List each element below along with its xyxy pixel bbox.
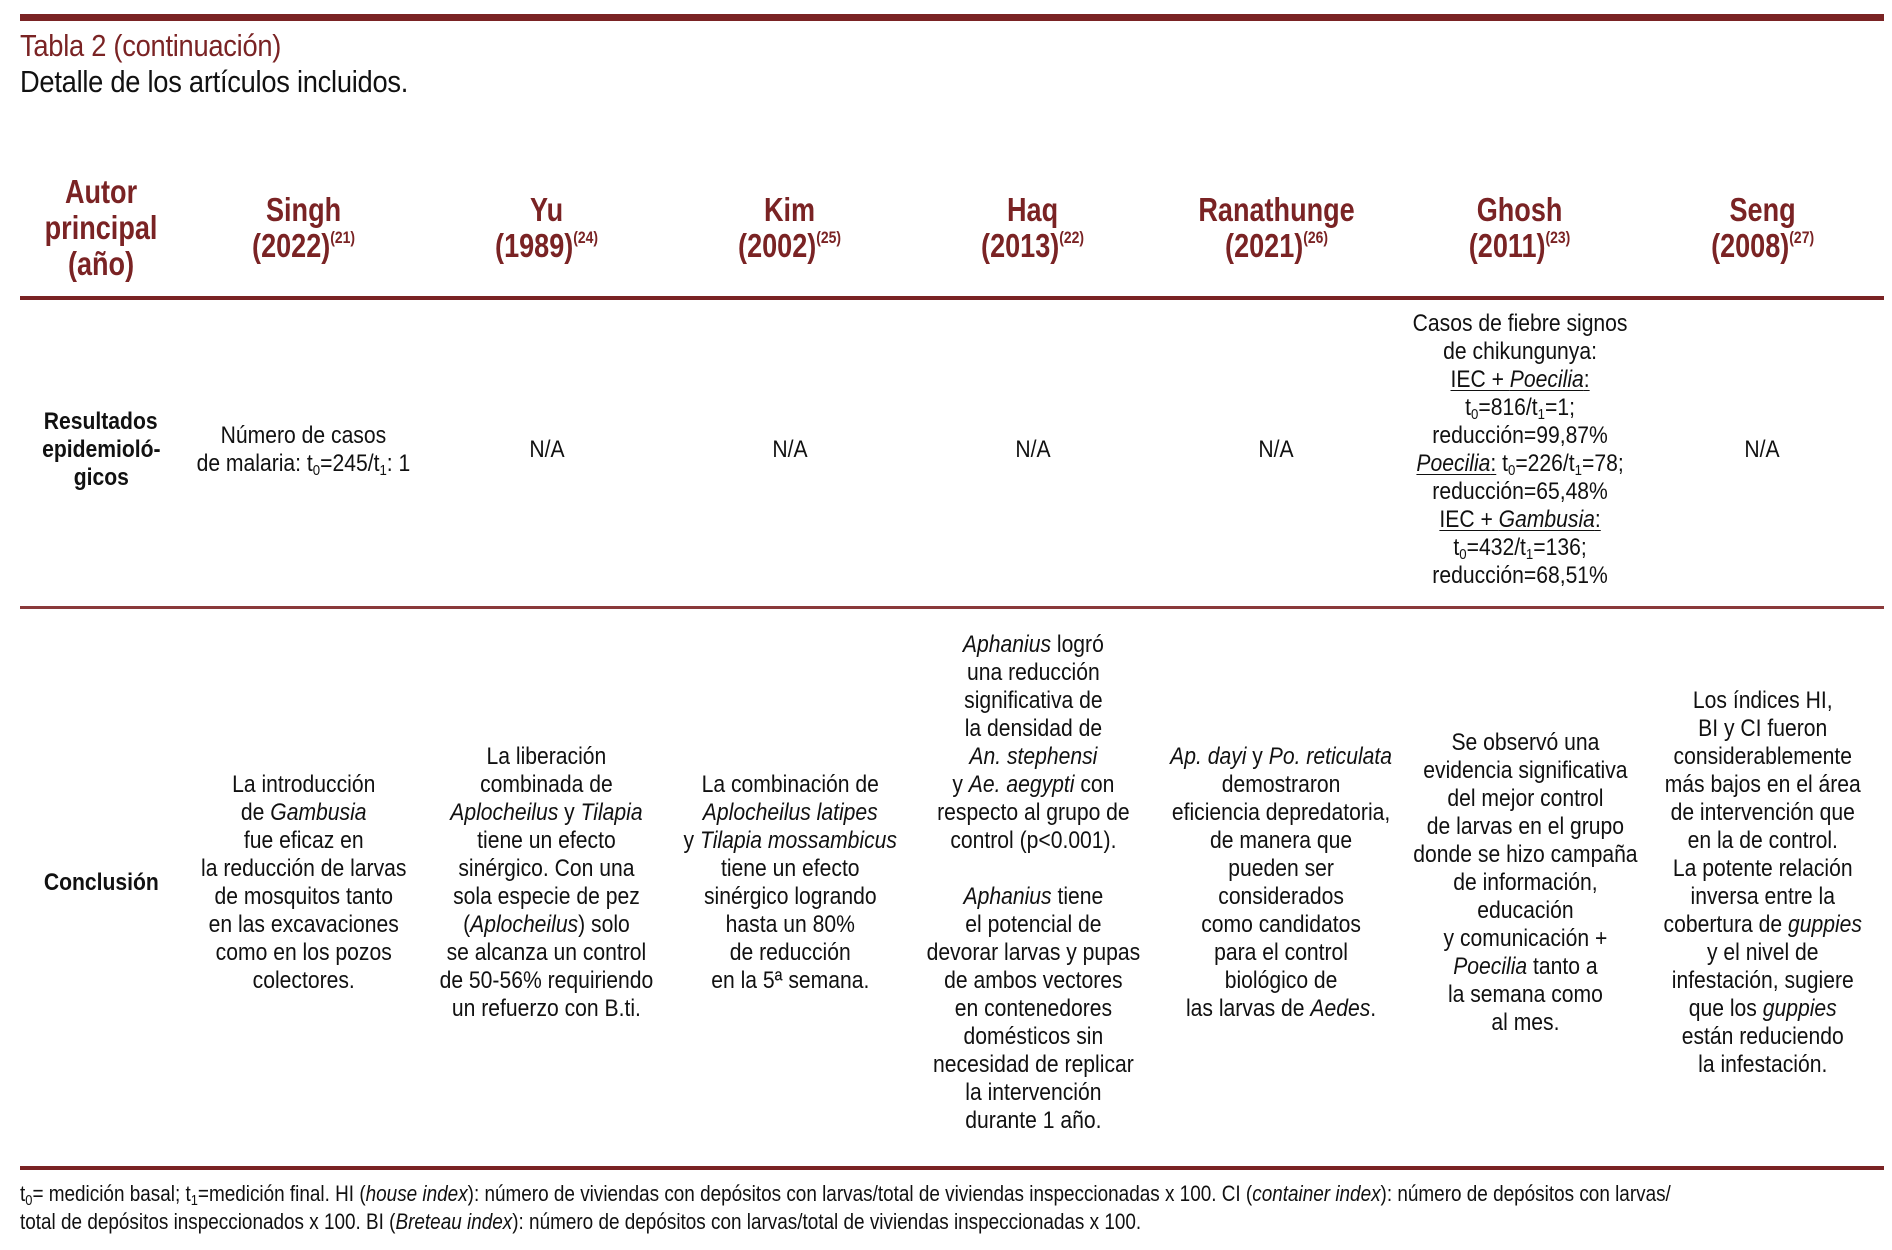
text-fragment: tiene bbox=[1051, 883, 1103, 910]
text-fragment: infestación, sugiere bbox=[1671, 967, 1854, 994]
text-fragment: con bbox=[1074, 771, 1115, 798]
conclusion-cell-kim bbox=[668, 604, 911, 1162]
header-label-line: principal bbox=[44, 209, 158, 246]
cell-line bbox=[1663, 1051, 1861, 1079]
italic-term: container index bbox=[1252, 1181, 1381, 1206]
author-name: Singh bbox=[266, 191, 342, 228]
cell-line bbox=[1663, 827, 1861, 855]
cell-line bbox=[683, 855, 896, 883]
species-name: Poecilia bbox=[1452, 953, 1527, 980]
column-header-yu bbox=[425, 160, 668, 296]
text-fragment: se alcanza un control bbox=[446, 939, 647, 966]
text-fragment: en la de control. bbox=[1687, 827, 1838, 854]
reference-number: (26) bbox=[1302, 228, 1328, 247]
epi-cell-yu bbox=[425, 296, 668, 604]
subscript: 1 bbox=[190, 1192, 198, 1209]
cell-line bbox=[1170, 995, 1392, 1023]
text-fragment: La combinación de bbox=[701, 771, 879, 798]
cell-line bbox=[1663, 687, 1861, 715]
t1-value: 136 bbox=[1545, 534, 1581, 561]
species-name: Aplocheilus bbox=[450, 799, 559, 826]
cell-line bbox=[1413, 869, 1637, 897]
column-header-haq bbox=[911, 160, 1154, 296]
reduction-value: reducción=65,48% bbox=[1432, 478, 1608, 505]
text-fragment: inversa entre la bbox=[1690, 883, 1835, 910]
text-fragment: logró bbox=[1050, 631, 1104, 658]
text-fragment: cobertura de bbox=[1663, 911, 1788, 938]
row-label-line: epidemioló- bbox=[41, 436, 161, 463]
author-year: (2021) bbox=[1224, 227, 1303, 264]
cell-line: Casos de fiebre signos bbox=[1412, 310, 1628, 337]
cell-line: $t_0=816/t_1=1$; bbox=[1464, 394, 1575, 423]
text-fragment: educación bbox=[1476, 897, 1574, 924]
text-fragment: la densidad de bbox=[964, 715, 1102, 742]
cell-line bbox=[926, 967, 1140, 995]
t1-value: 1 bbox=[1557, 394, 1569, 421]
cell-text bbox=[1413, 729, 1637, 1037]
text-fragment: tiene un efecto bbox=[477, 827, 617, 854]
epi-cell-ranathunge bbox=[1155, 296, 1398, 604]
cell-paragraph bbox=[926, 631, 1140, 855]
author-year: (1989) bbox=[495, 227, 574, 264]
cell-line bbox=[926, 1051, 1140, 1079]
conclusion-cell-yu bbox=[425, 604, 668, 1162]
cell-line bbox=[683, 883, 896, 911]
cell-line bbox=[1663, 771, 1861, 799]
na-value: N/A bbox=[1744, 436, 1781, 463]
cell-line bbox=[1663, 995, 1861, 1023]
species-name: Poecilia bbox=[1509, 366, 1584, 393]
text-fragment: ) solo bbox=[578, 911, 631, 938]
text-fragment: eficiencia depredatoria, bbox=[1171, 799, 1390, 826]
text-fragment: biológico de bbox=[1224, 967, 1338, 994]
text-fragment: y bbox=[951, 771, 969, 798]
text-fragment: de manera que bbox=[1209, 827, 1352, 854]
text-fragment: de mosquitos tanto bbox=[214, 883, 393, 910]
row-label-conclusion bbox=[20, 604, 182, 1162]
author-name: Seng bbox=[1729, 191, 1796, 228]
cell-line bbox=[440, 827, 654, 855]
footnote-line bbox=[20, 1180, 1671, 1209]
cell-line: Poecilia: $t_0=226/t_1=78$; bbox=[1416, 450, 1624, 479]
text-fragment: Se observó una bbox=[1451, 729, 1600, 756]
footnote-line bbox=[20, 1208, 1654, 1236]
text-fragment: la intervención bbox=[964, 1079, 1102, 1106]
text-fragment: hasta un 80% bbox=[725, 911, 855, 938]
species-name: Po. reticulata bbox=[1268, 743, 1392, 770]
cell-line bbox=[440, 911, 654, 939]
cell-line bbox=[440, 883, 654, 911]
cell-line bbox=[683, 799, 896, 827]
header-row bbox=[20, 160, 1884, 296]
cell-line bbox=[1413, 841, 1637, 869]
species-name: Aphanius bbox=[962, 631, 1051, 658]
cell-line bbox=[440, 995, 654, 1023]
text-fragment: para el control bbox=[1213, 939, 1348, 966]
cell-line bbox=[926, 1107, 1140, 1135]
cell-line bbox=[1413, 981, 1637, 1009]
text-fragment: domésticos sin bbox=[963, 1023, 1103, 1050]
header-label-line: (año) bbox=[67, 245, 135, 282]
text-fragment: ( bbox=[463, 911, 471, 938]
cell-line bbox=[440, 799, 654, 827]
text-fragment: sola especie de pez bbox=[453, 883, 641, 910]
author-name: Yu bbox=[530, 191, 564, 228]
text-fragment: Los índices HI, bbox=[1692, 687, 1833, 714]
cell-line bbox=[1170, 939, 1392, 967]
species-name: Aphanius bbox=[963, 883, 1052, 910]
text-fragment: la semana como bbox=[1447, 981, 1603, 1008]
cell-line bbox=[926, 715, 1140, 743]
cell-line bbox=[1170, 827, 1392, 855]
cell-line bbox=[197, 450, 411, 478]
author-name: Kim bbox=[764, 191, 816, 228]
cell-line bbox=[201, 883, 406, 911]
cell-line bbox=[440, 939, 654, 967]
cell-line bbox=[926, 631, 1140, 659]
table-row-conclusion bbox=[20, 604, 1884, 1162]
text-fragment: ): número de depósitos con larvas/total de viviendas inspeccionadas x 100. bbox=[512, 1209, 1142, 1234]
cell-line bbox=[926, 995, 1140, 1023]
text-fragment: BI y CI fueron bbox=[1697, 715, 1827, 742]
cell-line bbox=[926, 939, 1140, 967]
text-fragment: colectores. bbox=[252, 967, 355, 994]
subscript: 0 bbox=[313, 462, 321, 479]
text-fragment: La liberación bbox=[486, 743, 607, 770]
cell-line bbox=[926, 883, 1140, 911]
text-fragment: devorar larvas y pupas bbox=[926, 939, 1140, 966]
reference-number: (22) bbox=[1059, 228, 1085, 247]
text-fragment: demostraron bbox=[1221, 771, 1340, 798]
text-fragment: t bbox=[20, 1181, 26, 1206]
cell-text bbox=[201, 771, 406, 995]
cell-line bbox=[1413, 953, 1637, 981]
text-fragment: y bbox=[683, 827, 700, 854]
text-fragment: IEC + bbox=[1450, 366, 1510, 393]
text-fragment: evidencia significativa bbox=[1422, 757, 1628, 784]
na-value: N/A bbox=[529, 436, 565, 463]
na-value: N/A bbox=[1258, 436, 1294, 463]
cell-line bbox=[683, 911, 896, 939]
group-label: IEC + Poecilia: bbox=[1450, 366, 1590, 393]
table-footnote bbox=[20, 1180, 1671, 1236]
cell-paragraph bbox=[926, 883, 1140, 1135]
column-header-singh bbox=[182, 160, 425, 296]
author-year: (2008) bbox=[1710, 227, 1790, 264]
species-name: guppies bbox=[1787, 911, 1862, 938]
text-fragment: durante 1 año. bbox=[964, 1107, 1102, 1134]
column-header-kim bbox=[668, 160, 911, 296]
text-fragment: y comunicación + bbox=[1443, 925, 1608, 952]
cell-line bbox=[926, 771, 1140, 799]
text-fragment: y bbox=[1246, 743, 1269, 770]
text-fragment: de intervención que bbox=[1670, 799, 1855, 826]
reference-number: (21) bbox=[330, 228, 356, 247]
cell-line bbox=[201, 939, 406, 967]
cell-text bbox=[683, 771, 896, 995]
species-name: Ap. dayi bbox=[1169, 743, 1247, 770]
reduction-value: reducción=68,51% bbox=[1432, 562, 1608, 589]
cell-line bbox=[201, 771, 406, 799]
text-fragment: = medición basal; t bbox=[32, 1181, 191, 1206]
conclusion-cell-ranathunge bbox=[1155, 604, 1398, 1162]
species-name: Aplocheilus bbox=[470, 911, 579, 938]
text-fragment: tanto a bbox=[1526, 953, 1598, 980]
cell-line bbox=[1663, 799, 1861, 827]
text-fragment: como candidatos bbox=[1200, 911, 1361, 938]
cell-line bbox=[1663, 939, 1861, 967]
author-year: (2013) bbox=[981, 227, 1060, 264]
text-fragment: la reducción de larvas bbox=[200, 855, 407, 882]
text-fragment: total de depósitos inspeccionados x 100. BI ( bbox=[20, 1209, 396, 1234]
cell-line bbox=[1170, 771, 1392, 799]
text-fragment: necesidad de replicar bbox=[932, 1051, 1134, 1078]
text-fragment: La potente relación bbox=[1672, 855, 1853, 882]
epi-cell-singh bbox=[182, 296, 425, 604]
text-fragment: de reducción bbox=[729, 939, 851, 966]
text-fragment: control (p<0.001). bbox=[949, 827, 1117, 854]
italic-term: house index bbox=[365, 1181, 468, 1206]
epi-cell-kim bbox=[668, 296, 911, 604]
cell-line bbox=[1413, 785, 1637, 813]
cell-line bbox=[1413, 757, 1637, 785]
column-header-seng bbox=[1641, 160, 1884, 296]
header-author-label bbox=[20, 160, 182, 296]
subscript: 1 bbox=[379, 462, 388, 479]
reference-number: (27) bbox=[1789, 228, 1814, 247]
species-name: Gambusia bbox=[1498, 506, 1595, 533]
text-fragment: pueden ser bbox=[1227, 855, 1334, 882]
cell-line bbox=[201, 799, 406, 827]
text-fragment: de malaria: t bbox=[196, 450, 314, 477]
text-fragment: =medición final. HI ( bbox=[197, 1181, 366, 1206]
species-name: guppies bbox=[1762, 995, 1837, 1022]
row-label-text: Conclusión bbox=[43, 869, 159, 896]
cell-line bbox=[1413, 729, 1637, 757]
subscript: 0 bbox=[25, 1192, 33, 1209]
table-caption bbox=[20, 28, 461, 100]
cell-line bbox=[683, 967, 896, 995]
row-label-line: Resultados bbox=[44, 408, 158, 435]
text-fragment: . bbox=[1369, 995, 1376, 1022]
text-fragment: =245/t bbox=[320, 450, 380, 477]
t0-value: 816 bbox=[1490, 394, 1526, 421]
text-fragment: en las excavaciones bbox=[208, 911, 399, 938]
cell-line bbox=[683, 939, 896, 967]
author-year: (2002) bbox=[738, 227, 817, 264]
cell-line bbox=[201, 855, 406, 883]
author-name: Haq bbox=[1007, 191, 1059, 228]
cell-line bbox=[1663, 855, 1861, 883]
author-year: (2022) bbox=[252, 227, 331, 264]
reference-number: (25) bbox=[816, 228, 842, 247]
cell-line bbox=[926, 659, 1140, 687]
text-fragment: considerados bbox=[1217, 883, 1344, 910]
reduction-value: reducción=99,87% bbox=[1432, 422, 1608, 449]
text-fragment: de larvas en el grupo bbox=[1426, 813, 1624, 840]
cell-line bbox=[926, 687, 1140, 715]
species-name: An. stephensi bbox=[969, 743, 1097, 770]
epi-cell-ghosh bbox=[1398, 296, 1641, 604]
cell-text bbox=[1663, 687, 1861, 1079]
conclusion-cell-ghosh bbox=[1398, 604, 1641, 1162]
text-fragment: sinérgico. Con una bbox=[458, 855, 635, 882]
text-fragment: al mes. bbox=[1491, 1009, 1560, 1036]
cell-line bbox=[440, 967, 654, 995]
text-fragment: como en los pozos bbox=[215, 939, 392, 966]
articles-table bbox=[20, 160, 1884, 1162]
cell-text bbox=[440, 743, 654, 1023]
text-fragment: ): número de depósitos con larvas/ bbox=[1380, 1181, 1671, 1206]
conclusion-cell-seng bbox=[1641, 604, 1884, 1162]
cell-line: de chikungunya: bbox=[1442, 338, 1597, 365]
cell-line bbox=[440, 855, 654, 883]
cell-line bbox=[1170, 911, 1392, 939]
reference-number: (24) bbox=[573, 228, 599, 247]
cell-line bbox=[1663, 883, 1861, 911]
text-fragment: IEC + bbox=[1439, 506, 1499, 533]
t0-value: 226 bbox=[1527, 450, 1563, 477]
conclusion-cell-singh bbox=[182, 604, 425, 1162]
cell-text bbox=[1170, 743, 1392, 1023]
column-header-ranathunge bbox=[1155, 160, 1398, 296]
cell-line bbox=[926, 911, 1140, 939]
text-fragment: el potencial de bbox=[964, 911, 1102, 938]
cell-line bbox=[1170, 883, 1392, 911]
t0-value: 432 bbox=[1478, 534, 1514, 561]
author-name: Ghosh bbox=[1476, 191, 1563, 228]
reference-number: (23) bbox=[1545, 228, 1571, 247]
species-name: Tilapia bbox=[580, 799, 643, 826]
cell-line bbox=[926, 743, 1140, 771]
cell-line bbox=[926, 1023, 1140, 1051]
text-fragment: considerablemente bbox=[1673, 743, 1852, 770]
author-name: Ranathunge bbox=[1197, 191, 1355, 228]
text-fragment: de información, bbox=[1452, 869, 1598, 896]
text-fragment: fue eficaz en bbox=[243, 827, 364, 854]
cell-line bbox=[926, 799, 1140, 827]
epi-cell-seng bbox=[1641, 296, 1884, 604]
column-header-ghosh bbox=[1398, 160, 1641, 296]
author-year: (2011) bbox=[1468, 227, 1546, 264]
text-fragment: en contenedores bbox=[954, 995, 1112, 1022]
text-fragment: que los bbox=[1688, 995, 1763, 1022]
text-fragment: la infestación. bbox=[1697, 1051, 1827, 1078]
cell-line bbox=[201, 911, 406, 939]
species-name: Tilapia mossambicus bbox=[699, 827, 897, 854]
cell-line bbox=[683, 771, 896, 799]
top-rule bbox=[20, 14, 1884, 21]
row-label-line: gicos bbox=[73, 464, 129, 491]
cell-line bbox=[1413, 813, 1637, 841]
epi-cell-haq bbox=[911, 296, 1154, 604]
species-name: Gambusia bbox=[270, 799, 367, 826]
text-fragment: donde se hizo campaña bbox=[1412, 841, 1638, 868]
t1-value: 78 bbox=[1594, 450, 1618, 477]
cell-line bbox=[1413, 925, 1637, 953]
species-name: Aplocheilus latipes bbox=[702, 799, 878, 826]
cell-line: Número de casos bbox=[220, 422, 387, 449]
conclusion-cell-haq bbox=[911, 604, 1154, 1162]
text-fragment: respecto al grupo de bbox=[936, 799, 1130, 826]
cell-line bbox=[926, 1079, 1140, 1107]
text-fragment: significativa de bbox=[963, 687, 1103, 714]
cell-line: $t_0=432/t_1=136$; bbox=[1453, 534, 1587, 563]
table-row-epidemiological bbox=[20, 296, 1884, 604]
group-label: IEC + Gambusia: bbox=[1439, 506, 1601, 533]
text-fragment: en la 5ª semana. bbox=[710, 967, 869, 994]
cell-line bbox=[201, 967, 406, 995]
text-fragment: de 50-56% requiriendo bbox=[439, 967, 654, 994]
cell-line bbox=[1170, 855, 1392, 883]
cell-line bbox=[926, 827, 1140, 855]
cell-line bbox=[440, 743, 654, 771]
species-name: Aedes bbox=[1309, 995, 1370, 1022]
cell-line bbox=[1663, 967, 1861, 995]
table-title: Tabla 2 (continuación) bbox=[20, 28, 282, 63]
text-fragment: sinérgico logrando bbox=[703, 883, 877, 910]
cell-line bbox=[1663, 743, 1861, 771]
row-label-epidemiological bbox=[20, 296, 182, 604]
cell-line bbox=[1663, 1023, 1861, 1051]
na-value: N/A bbox=[1015, 436, 1051, 463]
paragraph-gap bbox=[926, 855, 1140, 883]
text-fragment: una reducción bbox=[966, 659, 1100, 686]
cell-line bbox=[1170, 743, 1392, 771]
cell-line bbox=[1663, 911, 1861, 939]
cell-line bbox=[1170, 799, 1392, 827]
species-name: Ae. aegypti bbox=[968, 771, 1075, 798]
cell-line bbox=[1170, 967, 1392, 995]
text-fragment: más bajos en el área bbox=[1664, 771, 1861, 798]
na-value: N/A bbox=[772, 436, 808, 463]
cell-line bbox=[1413, 1009, 1637, 1037]
text-fragment: las larvas de bbox=[1185, 995, 1310, 1022]
text-fragment: y el nivel de bbox=[1706, 939, 1819, 966]
text-fragment: ): número de viviendas con depósitos con larvas/total de viviendas inspeccionadas x 100. CI ( bbox=[467, 1181, 1253, 1206]
text-fragment: combinada de bbox=[480, 771, 614, 798]
table-subtitle: Detalle de los artículos incluidos. bbox=[20, 64, 409, 99]
species-name: Poecilia bbox=[1416, 450, 1491, 477]
cell-line bbox=[1413, 897, 1637, 925]
text-fragment: están reduciendo bbox=[1681, 1023, 1844, 1050]
cell-line bbox=[201, 827, 406, 855]
header-label-line: Autor bbox=[64, 173, 138, 210]
text-fragment: del mejor control bbox=[1447, 785, 1604, 812]
cell-line bbox=[440, 771, 654, 799]
bottom-rule bbox=[20, 1166, 1884, 1170]
cell-line bbox=[1663, 715, 1861, 743]
text-fragment: y bbox=[558, 799, 581, 826]
text-fragment: : 1 bbox=[387, 450, 411, 477]
text-fragment: de bbox=[240, 799, 271, 826]
text-fragment: de ambos vectores bbox=[943, 967, 1123, 994]
cell-line bbox=[683, 827, 896, 855]
text-fragment: un refuerzo con B.ti. bbox=[452, 995, 642, 1022]
text-fragment: La introducción bbox=[232, 771, 376, 798]
italic-term: Breteau index bbox=[395, 1209, 513, 1234]
text-fragment: tiene un efecto bbox=[720, 855, 860, 882]
